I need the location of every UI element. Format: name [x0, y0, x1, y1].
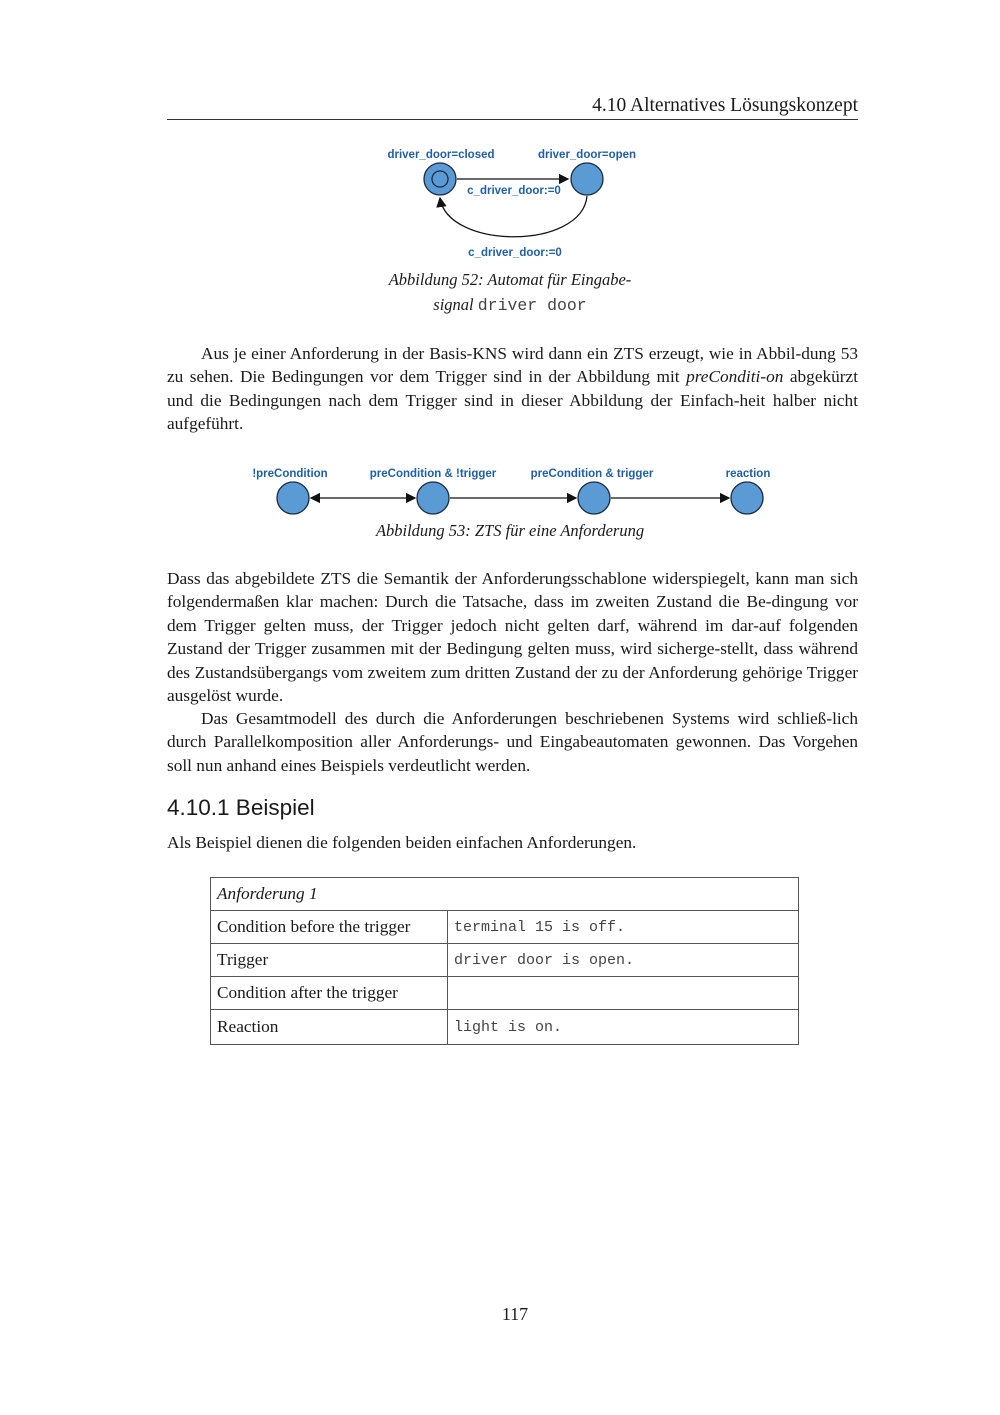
figure-52-caption-line2: [300, 292, 720, 318]
running-header: 4.10 Alternatives Lösungskonzept: [592, 95, 858, 116]
figure-52-automaton: [0, 0, 1000, 270]
paragraph-3: Das Gesamtmodell des durch die Anforderungen beschriebenen Systems wird schließ-lich durch Parallelkomposition aller Anforderungs- und Eingabeautomaten gewonnen. Das Vorgehen soll nun anhand eines Beispiels verdeutlicht werden.: [167, 709, 858, 775]
table-row: [211, 911, 799, 944]
state-open-label: driver_door=open: [537, 149, 637, 161]
state-open-node: [571, 163, 603, 195]
caption-line2-code: driver door: [477, 296, 587, 315]
table-title-row: [211, 878, 799, 911]
section-intro: Als Beispiel dienen die folgenden beiden einfachen Anforderungen.: [167, 833, 637, 852]
zts-state-2-label: preCondition & !trigger: [369, 468, 497, 480]
row-value: light is on.: [448, 1010, 799, 1045]
transition-open-label: c_driver_door:=0: [467, 185, 561, 197]
zts-state-1-node: [277, 482, 309, 514]
section-title: 4.10.1 Beispiel: [167, 795, 315, 820]
paragraph-1-emphasis: preConditi-on: [686, 367, 784, 387]
table-title: Anforderung 1: [211, 878, 799, 911]
transition-close-label: c_driver_door:=0: [468, 247, 562, 259]
requirement-table: [210, 877, 799, 1045]
figure-52-caption-line1: Abbildung 52: Automat für Eingabe-: [388, 270, 632, 289]
state-closed-node: [424, 163, 456, 195]
paragraph-1-part2: abgekürzt und die Bedingungen nach dem Trigger sind in dieser Abbildung der Einfach-heit halber nicht aufgeführt.: [167, 367, 859, 434]
row-label: Condition after the trigger: [211, 977, 448, 1010]
figure-53-caption: Abbildung 53: ZTS für eine Anforderung: [375, 521, 645, 540]
figure-52-caption: [300, 267, 720, 318]
table-row: [211, 977, 799, 1010]
zts-state-3-label: preCondition & trigger: [530, 468, 654, 480]
zts-state-3-node: [578, 482, 610, 514]
row-label: Reaction: [211, 1010, 448, 1045]
paragraph-1: [167, 342, 858, 436]
paragraph-2: Dass das abgebildete ZTS die Semantik der Anforderungsschablone widerspiegelt, kann man sich folgendermaßen klar machen: Durch die Tatsache, dass im zweiten Zustand die Be-dingung vor dem Trigger gelten muss, der Trigger jedoch nicht gelten darf, während im dar-auf folgenden Zustand der Trigger zusammen mit der Bedingung gelten muss, wird sicherge-stellt, dass während des Zustandsübergangs vom zweitem zum dritten Zustand der zu der Anforderung gehörige Trigger ausgelöst wurde.: [167, 569, 858, 706]
zts-state-4-label: reaction: [725, 468, 771, 480]
row-value: driver door is open.: [448, 944, 799, 977]
figure-53-zts: [0, 455, 1000, 525]
transition-close-edge: [440, 196, 587, 237]
row-label: Trigger: [211, 944, 448, 977]
zts-state-4-node: [731, 482, 763, 514]
state-closed-label: driver_door=closed: [387, 149, 495, 161]
zts-state-2-node: [417, 482, 449, 514]
page-number: 117: [501, 1304, 529, 1324]
table-row: [211, 1010, 799, 1045]
zts-state-1-label: !preCondition: [252, 468, 328, 480]
row-value: [448, 977, 799, 1010]
row-label: Condition before the trigger: [211, 911, 448, 944]
row-value: terminal 15 is off.: [448, 911, 799, 944]
table-row: [211, 944, 799, 977]
caption-line2-prefix: signal: [433, 295, 478, 314]
paragraph-1-part1: Aus je einer Anforderung in der Basis-KNS wird dann ein ZTS erzeugt, wie in Abbil-dung 53 zu sehen. Die Bedingungen vor dem Trigger sind in der Abbildung mit: [167, 344, 858, 387]
